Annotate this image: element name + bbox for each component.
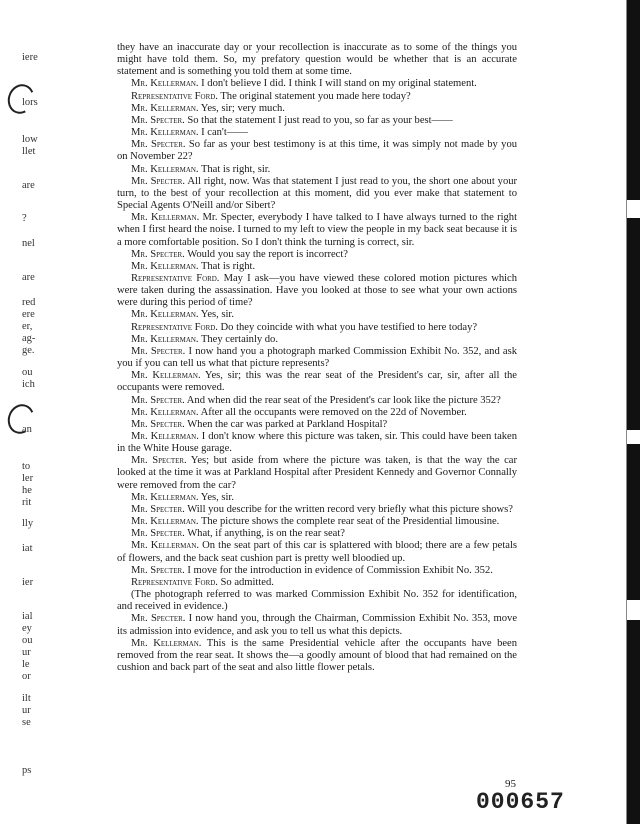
margin-fragment: are: [22, 272, 35, 283]
speaker-label: Mr. Specter.: [131, 455, 187, 467]
speaker-label: Mr. Kellerman.: [131, 540, 199, 552]
margin-fragment: an: [22, 424, 32, 435]
speech-text: So that the statement I just read to you, so far as your best——: [187, 114, 453, 126]
testimony-paragraph: [117, 492, 517, 504]
speaker-label: Mr. Specter.: [131, 114, 185, 126]
margin-fragment: ier: [22, 577, 34, 588]
margin-fragment: ur: [22, 647, 31, 658]
speaker-label: Mr. Kellerman.: [131, 260, 199, 272]
speaker-label: Mr. Kellerman.: [131, 491, 199, 503]
scan-edge-shadow: [618, 0, 640, 824]
speaker-label: Representative Ford.: [131, 90, 218, 102]
testimony-paragraph: [117, 395, 517, 407]
margin-fragment: llet: [22, 146, 36, 157]
testimony-paragraph: [117, 370, 517, 394]
speech-text: May I ask—you have viewed these colored motion pictures which were taken during the assassination. Have you looked at those to see what your own actions were during this period of time?: [117, 272, 518, 309]
margin-fragment: le: [22, 659, 30, 670]
speaker-label: Representative Ford.: [131, 576, 218, 588]
speaker-label: Mr. Specter.: [131, 503, 185, 515]
speaker-label: Mr. Specter.: [131, 345, 186, 357]
testimony-paragraph: [117, 528, 517, 540]
speech-text: Mr. Specter, everybody I have talked to I have always turned to the right when I first heard the noise. I turned to my left to view the people in my back seat because it is a more comfortable position. So I don't think the turning is correct, sir.: [117, 212, 517, 248]
speaker-label: Mr. Kellerman.: [131, 309, 199, 321]
testimony-paragraph: [117, 455, 517, 491]
testimony-paragraph: [117, 419, 517, 431]
speaker-label: Mr. Kellerman.: [131, 212, 200, 224]
margin-fragment: ur: [22, 705, 31, 716]
testimony-paragraph: [117, 164, 517, 176]
speech-text: Would you say the report is incorrect?: [187, 248, 348, 260]
margin-fragment: iat: [22, 543, 33, 554]
margin-fragment: lors: [22, 97, 38, 108]
testimony-paragraph: [117, 42, 517, 78]
speech-text: That is right.: [200, 260, 256, 272]
testimony-paragraph: [117, 407, 517, 419]
speech-text: So far as your best testimony is at this time, it was simply not made by you on November 22?: [117, 139, 517, 163]
speech-text: That is right, sir.: [200, 163, 271, 175]
speech-text: I don't know where this picture was taken, sir. This could have been taken in the White House garage.: [117, 431, 517, 455]
speech-text: I move for the introduction in evidence of Commission Exhibit No. 352.: [187, 564, 493, 576]
margin-fragment: ag-: [22, 333, 36, 344]
margin-fragment: or: [22, 671, 31, 682]
testimony-paragraph: [117, 565, 517, 577]
margin-fragment: ich: [22, 379, 35, 390]
testimony-paragraph: [117, 91, 517, 103]
speaker-label: Mr. Kellerman.: [131, 127, 199, 139]
testimony-paragraph: [117, 346, 517, 370]
speaker-label: Mr. Kellerman.: [131, 637, 202, 649]
margin-fragment: iere: [22, 52, 38, 63]
testimony-paragraph: [117, 261, 517, 273]
testimony-paragraph: [117, 589, 517, 613]
speaker-label: Mr. Specter.: [131, 394, 185, 406]
speech-text: Yes; but aside from where the picture was taken, is that the way the car looked at the time it was at Parkland Hospital after President Kennedy and Governor Connally were removed from the car?: [117, 455, 517, 491]
testimony-paragraph: [117, 273, 517, 309]
left-margin-bleed: [0, 0, 52, 824]
margin-fragment: are: [22, 180, 35, 191]
speaker-label: Mr. Kellerman.: [131, 406, 199, 418]
testimony-paragraph: [117, 127, 517, 139]
testimony-paragraph: [117, 334, 517, 346]
testimony-paragraph: [117, 249, 517, 261]
testimony-paragraph: [117, 504, 517, 516]
speech-text: The original statement you made here today?: [220, 90, 411, 102]
margin-fragment: ou: [22, 367, 33, 378]
testimony-paragraph: [117, 212, 517, 248]
document-id-stamp: 000657: [476, 789, 565, 815]
testimony-paragraph: [117, 613, 517, 637]
speech-text: Yes, sir.: [200, 491, 234, 503]
speech-text: What, if anything, is on the rear seat?: [187, 528, 345, 540]
speaker-label: Mr. Specter.: [131, 248, 185, 260]
margin-fragment: ilt: [22, 693, 31, 704]
speech-text: Yes, sir; very much.: [200, 102, 285, 114]
margin-fragment: ey: [22, 623, 32, 634]
page-number: 95: [505, 778, 516, 790]
speaker-label: Mr. Kellerman.: [131, 431, 199, 442]
speaker-label: Mr. Specter.: [131, 564, 185, 576]
speech-text: (The photograph referred to was marked Commission Exhibit No. 352 for identification, and received in evidence.): [117, 589, 517, 613]
margin-fragment: ere: [22, 309, 35, 320]
speech-text: Will you describe for the written record very briefly what this picture shows?: [187, 503, 513, 515]
speech-text: I now hand you, through the Chairman, Commission Exhibit No. 353, move its admission into evidence, and ask you to tell us what this depicts.: [117, 613, 518, 637]
speaker-label: Mr. Kellerman.: [131, 333, 199, 345]
testimony-paragraph: [117, 103, 517, 115]
speech-text: And when did the rear seat of the President's car look like the picture 352?: [186, 394, 501, 406]
margin-fragment: nel: [22, 238, 35, 249]
speaker-label: Mr. Specter.: [131, 175, 186, 187]
margin-fragment: lly: [22, 518, 34, 529]
margin-fragment: ou: [22, 635, 33, 646]
speech-text: Yes, sir; this was the rear seat of the President's car, sir, after all the occupants were removed.: [117, 370, 517, 394]
margin-fragment: rit: [22, 497, 32, 508]
speech-text: Do they coincide with what you have testified to here today?: [220, 321, 478, 333]
speech-text: This is the same Presidential vehicle after the occupants have been removed from the rear seat. It shows the—a goodly amount of blood that had remained on the cushion and back part of the seat and also little flower petals.: [117, 637, 518, 673]
margin-fragment: er,: [22, 321, 33, 332]
testimony-paragraph: [117, 309, 517, 321]
margin-fragment: ps: [22, 765, 32, 776]
testimony-paragraph: [117, 540, 517, 564]
speaker-label: Mr. Specter.: [131, 613, 186, 625]
speech-text: I can't——: [201, 127, 248, 139]
speaker-label: Mr. Specter.: [131, 528, 185, 540]
speech-text: So admitted.: [220, 576, 274, 588]
speech-text: I don't believe I did. I think I will stand on my original statement.: [201, 78, 477, 90]
speaker-label: Mr. Kellerman.: [131, 370, 201, 382]
margin-fragment: ge.: [22, 345, 35, 356]
speech-text: they have an inaccurate day or your recollection is inaccurate as to some of the things you might have told them. So, my prefatory question would be whether that is an accurate statement and is something you told them at some time.: [117, 42, 517, 78]
margin-fragment: ial: [22, 611, 33, 622]
speaker-label: Representative Ford.: [131, 321, 218, 333]
margin-fragment: low: [22, 134, 38, 145]
speech-text: All right, now. Was that statement I just read to you, the short one about your turn, to the best of your recollection at this moment, did you ever make that statement to Special Agents O'Neill and/or Sibert?: [117, 175, 518, 212]
speaker-label: Mr. Kellerman.: [131, 102, 199, 114]
speech-text: After all the occupants were removed on the 22d of November.: [200, 406, 467, 418]
speaker-label: Mr. Specter.: [131, 418, 185, 430]
testimony-paragraph: [117, 322, 517, 334]
speech-text: When the car was parked at Parkland Hospital?: [187, 418, 388, 430]
testimony-paragraph: [117, 139, 517, 163]
testimony-paragraph: [117, 577, 517, 589]
speaker-label: Representative Ford.: [131, 272, 220, 284]
punch-hole-icon: [4, 400, 39, 437]
speaker-label: Mr. Kellerman.: [131, 516, 199, 528]
margin-fragment: ?: [22, 213, 27, 224]
testimony-paragraph: [117, 176, 517, 212]
testimony-text: [117, 42, 517, 674]
speaker-label: Mr. Specter.: [131, 139, 186, 151]
margin-fragment: se: [22, 717, 31, 728]
testimony-paragraph: [117, 516, 517, 528]
speaker-label: Mr. Kellerman.: [131, 163, 199, 175]
speech-text: They certainly do.: [200, 333, 278, 345]
margin-fragment: ler: [22, 473, 34, 484]
margin-fragment: to: [22, 461, 31, 472]
speech-text: Yes, sir.: [200, 309, 234, 321]
speech-text: I now hand you a photograph marked Commission Exhibit No. 352, and ask you if you can tell us what that picture represents?: [117, 345, 517, 370]
testimony-paragraph: [117, 431, 517, 455]
margin-fragment: red: [22, 297, 36, 308]
testimony-paragraph: [117, 115, 517, 127]
testimony-paragraph: [117, 78, 517, 90]
speaker-label: Mr. Kellerman.: [131, 78, 199, 90]
margin-fragment: he: [22, 485, 32, 496]
testimony-paragraph: [117, 638, 517, 674]
speech-text: On the seat part of this car is splattered with blood; there are a few petals of flowers, and the back seat cushion part is pretty well bloodied up.: [117, 540, 517, 564]
speech-text: The picture shows the complete rear seat of the Presidential limousine.: [200, 516, 500, 528]
